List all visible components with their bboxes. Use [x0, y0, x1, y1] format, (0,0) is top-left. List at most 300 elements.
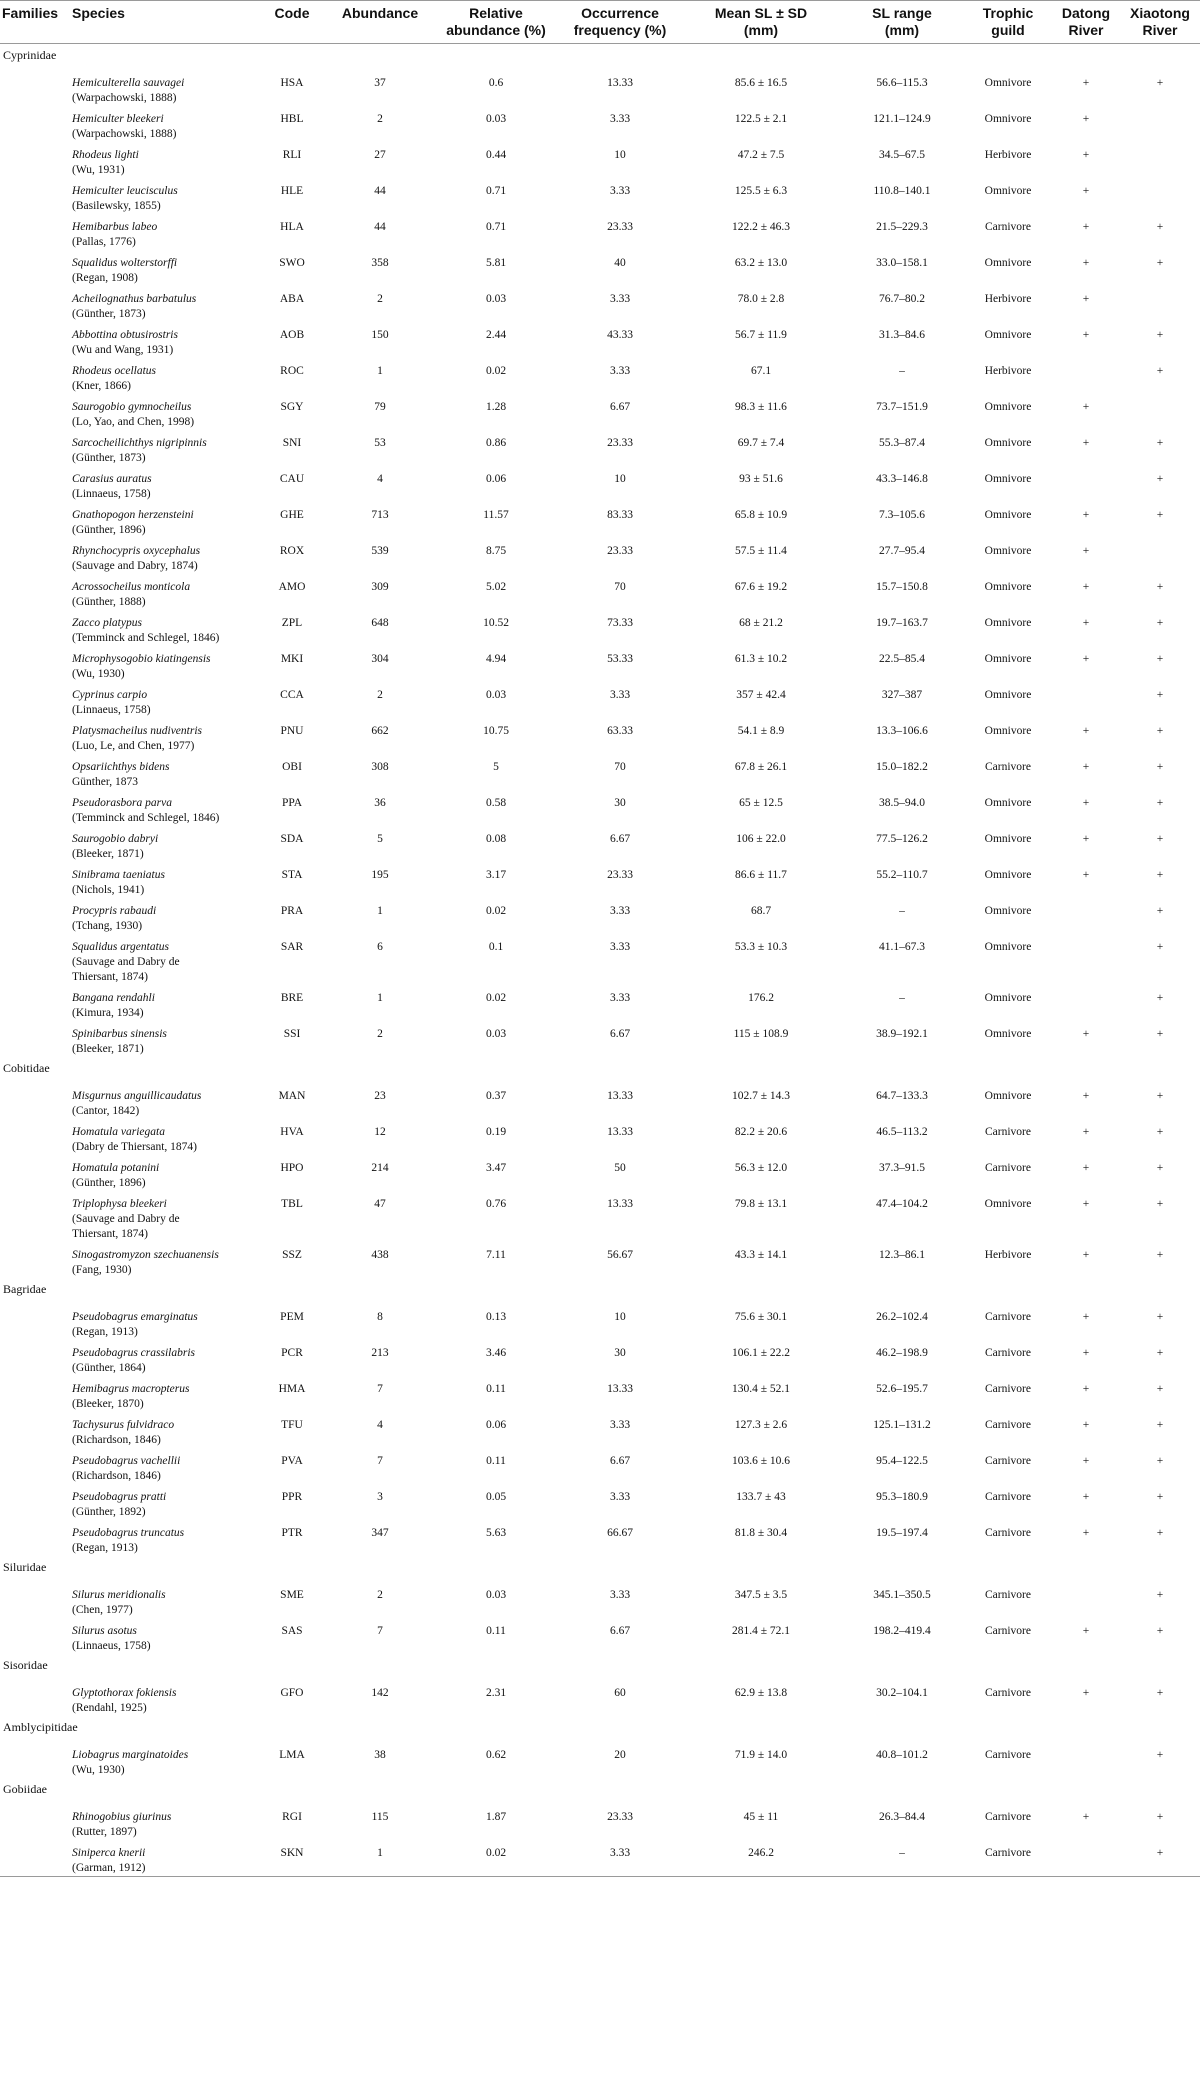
species-name: Gnathopogon herzensteini [72, 509, 194, 521]
relative-abundance-value: 0.03 [485, 293, 507, 305]
abundance-value: 438 [371, 1249, 389, 1261]
species-name: Hemiculter leucisculus [72, 185, 178, 197]
species-code: ABA [279, 293, 305, 305]
header-sl-range: SL range (mm) [872, 5, 932, 38]
abundance-value: 79 [374, 401, 386, 413]
mean-sl-value: 103.6 ± 10.6 [731, 1455, 791, 1467]
relative-abundance-value: 0.02 [485, 992, 507, 1004]
relative-abundance-value: 0.05 [485, 1491, 507, 1503]
species-code: HSA [280, 77, 304, 89]
mean-sl-value: 67.1 [750, 365, 772, 377]
empty-cell [0, 286, 70, 322]
species-authority: (Rutter, 1897) [72, 1826, 137, 1838]
table-row [0, 1582, 1200, 1618]
mean-sl-value: 85.6 ± 16.5 [734, 77, 788, 89]
abundance-value: 309 [371, 581, 389, 593]
species-code: SNI [282, 437, 302, 449]
species-cell [70, 1680, 258, 1716]
family-name: Gobiidae [3, 1782, 47, 1796]
species-authority: (Sauvage and Dabry, 1874) [72, 560, 198, 572]
mean-sl-value: 106 ± 22.0 [736, 833, 786, 845]
abundance-value: 4 [377, 473, 383, 485]
occurrence-frequency-value: 50 [614, 1162, 626, 1174]
species-code: SSZ [282, 1249, 302, 1261]
trophic-guild-value: Omnivore [984, 617, 1032, 629]
species-cell [70, 898, 258, 934]
empty-cell [0, 1680, 70, 1716]
sl-range-value: 121.1–124.9 [873, 113, 931, 125]
occurrence-frequency-value: 6.67 [609, 1625, 631, 1637]
species-code: SGY [280, 401, 304, 413]
empty-cell [70, 1716, 258, 1742]
empty-cell [1052, 1057, 1120, 1083]
trophic-guild-value: Omnivore [984, 509, 1032, 521]
sl-range-value: 95.4–122.5 [876, 1455, 928, 1467]
empty-cell [0, 214, 70, 250]
empty-cell [0, 322, 70, 358]
empty-cell [326, 1556, 434, 1582]
species-name: Silurus asotus [72, 1625, 137, 1637]
abundance-value: 1 [377, 905, 383, 917]
species-code: AOB [279, 329, 305, 341]
occurrence-frequency-value: 3.33 [609, 1589, 631, 1601]
empty-cell [0, 142, 70, 178]
header-abundance: Abundance [341, 5, 419, 21]
occurrence-frequency-value: 6.67 [609, 833, 631, 845]
empty-cell [258, 1556, 326, 1582]
species-code: SDA [280, 833, 304, 845]
occurrence-frequency-value: 23.33 [607, 437, 633, 449]
species-authority: (Bleeker, 1870) [72, 1398, 144, 1410]
species-cell [70, 250, 258, 286]
occurrence-frequency-value: 3.33 [609, 185, 631, 197]
mean-sl-value: 43.3 ± 14.1 [734, 1249, 788, 1261]
sl-range-value: 76.7–80.2 [879, 293, 925, 305]
datong-presence: + [1082, 1455, 1090, 1467]
xiaotong-presence: + [1156, 581, 1164, 593]
empty-cell [0, 682, 70, 718]
relative-abundance-value: 0.86 [485, 437, 507, 449]
trophic-guild-value: Carnivore [985, 761, 1031, 773]
table-row [0, 862, 1200, 898]
occurrence-frequency-value: 10 [614, 1311, 626, 1323]
table-header [0, 1, 1200, 44]
empty-cell [70, 1278, 258, 1304]
empty-cell [840, 1716, 964, 1742]
species-code: OBI [282, 761, 302, 773]
relative-abundance-value: 10.52 [483, 617, 509, 629]
relative-abundance-value: 0.06 [485, 473, 507, 485]
sl-range-value: 19.7–163.7 [876, 617, 928, 629]
relative-abundance-value: 1.28 [485, 401, 507, 413]
sl-range-value: 33.0–158.1 [876, 257, 928, 269]
empty-cell [964, 44, 1052, 71]
trophic-guild-value: Omnivore [984, 992, 1032, 1004]
trophic-guild-value: Carnivore [985, 1347, 1031, 1359]
occurrence-frequency-value: 10 [614, 149, 626, 161]
empty-cell [0, 1376, 70, 1412]
mean-sl-value: 78.0 ± 2.8 [737, 293, 785, 305]
species-cell [70, 862, 258, 898]
sl-range-value: 43.3–146.8 [876, 473, 928, 485]
trophic-guild-value: Herbivore [984, 293, 1032, 305]
relative-abundance-value: 5.81 [485, 257, 507, 269]
occurrence-frequency-value: 70 [614, 581, 626, 593]
relative-abundance-value: 5 [493, 761, 499, 773]
table-row [0, 754, 1200, 790]
empty-cell [558, 1654, 682, 1680]
datong-presence: + [1082, 77, 1090, 89]
occurrence-frequency-value: 53.33 [607, 653, 633, 665]
relative-abundance-value: 0.19 [485, 1126, 507, 1138]
header-families: Families [2, 5, 59, 21]
abundance-value: 2 [377, 689, 383, 701]
occurrence-frequency-value: 30 [614, 797, 626, 809]
empty-cell [0, 466, 70, 502]
empty-cell [70, 1556, 258, 1582]
empty-cell [0, 646, 70, 682]
mean-sl-value: 246.2 [682, 1840, 840, 1877]
abundance-value: 27 [374, 149, 386, 161]
empty-cell [840, 44, 964, 71]
trophic-guild-value: Omnivore [984, 653, 1032, 665]
mean-sl-value: 62.9 ± 13.8 [734, 1687, 788, 1699]
occurrence-frequency-value: 3.33 [609, 689, 631, 701]
xiaotong-presence: + [1156, 257, 1164, 269]
relative-abundance-value: 1.87 [485, 1811, 507, 1823]
occurrence-frequency-value: 13.33 [607, 77, 633, 89]
datong-presence: + [1082, 1198, 1090, 1210]
trophic-guild-value: Carnivore [985, 1527, 1031, 1539]
species-code: PPA [281, 797, 303, 809]
empty-cell [840, 1556, 964, 1582]
species-authority: (Tchang, 1930) [72, 920, 143, 932]
species-name: Zacco platypus [72, 617, 142, 629]
species-name: Carasius auratus [72, 473, 152, 485]
species-authority: (Basilewsky, 1855) [72, 200, 161, 212]
species-cell [70, 466, 258, 502]
species-code: RLI [282, 149, 302, 161]
abundance-value: 2 [377, 113, 383, 125]
datong-presence: + [1082, 149, 1090, 161]
xiaotong-presence [1120, 394, 1200, 430]
mean-sl-value: 130.4 ± 52.1 [731, 1383, 791, 1395]
species-name: Hemiculterella sauvagei [72, 77, 185, 89]
xiaotong-presence: + [1156, 869, 1164, 881]
empty-cell [0, 394, 70, 430]
sl-range-value: 21.5–229.3 [876, 221, 928, 233]
relative-abundance-value: 0.02 [434, 1840, 558, 1877]
xiaotong-presence: + [1156, 1249, 1164, 1261]
datong-presence: + [1082, 437, 1090, 449]
species-code: CAU [279, 473, 305, 485]
table-row [0, 1618, 1200, 1654]
species-code: PVA [281, 1455, 303, 1467]
species-code: PRA [280, 905, 304, 917]
empty-cell [0, 934, 70, 985]
species-cell [70, 1242, 258, 1278]
species-authority: (Linnaeus, 1758) [72, 704, 151, 716]
xiaotong-presence [1120, 106, 1200, 142]
trophic-guild-value: Omnivore [984, 905, 1032, 917]
table-row [0, 1520, 1200, 1556]
trophic-guild-value: Omnivore [984, 869, 1032, 881]
species-code: SWO [279, 257, 305, 269]
species-authority: (Warpachowski, 1888) [72, 128, 177, 140]
empty-cell [682, 1278, 840, 1304]
xiaotong-presence: + [1156, 1347, 1164, 1359]
occurrence-frequency-value: 20 [614, 1749, 626, 1761]
xiaotong-presence: + [1156, 221, 1164, 233]
species-cell [70, 610, 258, 646]
empty-cell [70, 1778, 258, 1804]
species-code: MKI [280, 653, 304, 665]
relative-abundance-value: 7.11 [486, 1249, 506, 1261]
family-row [0, 1778, 1200, 1804]
datong-presence: + [1082, 617, 1090, 629]
empty-cell [558, 1778, 682, 1804]
species-code: PEM [280, 1311, 304, 1323]
sl-range-value: 77.5–126.2 [876, 833, 928, 845]
species-authority: (Kimura, 1934) [72, 1007, 144, 1019]
sl-range-value: 38.5–94.0 [879, 797, 925, 809]
xiaotong-presence: + [1156, 1491, 1164, 1503]
empty-cell [682, 1778, 840, 1804]
relative-abundance-value: 5.02 [485, 581, 507, 593]
species-name: Platysmacheilus nudiventris [72, 725, 202, 737]
species-authority: (Chen, 1977) [72, 1604, 133, 1616]
species-authority: (Garman, 1912) [72, 1862, 146, 1874]
empty-cell [682, 1716, 840, 1742]
abundance-value: 44 [374, 185, 386, 197]
datong-presence: + [1082, 1162, 1090, 1174]
empty-cell [0, 1412, 70, 1448]
mean-sl-value: 93 ± 51.6 [739, 473, 783, 485]
mean-sl-value: 47.2 ± 7.5 [737, 149, 785, 161]
abundance-value: 2 [377, 1028, 383, 1040]
relative-abundance-value: 0.11 [486, 1455, 506, 1467]
empty-cell [840, 1778, 964, 1804]
sl-range-value: 30.2–104.1 [876, 1687, 928, 1699]
relative-abundance-value: 3.47 [485, 1162, 507, 1174]
species-cell [70, 985, 258, 1021]
species-cell [70, 1742, 258, 1778]
trophic-guild-value: Carnivore [985, 1749, 1031, 1761]
occurrence-frequency-value: 3.33 [609, 293, 631, 305]
mean-sl-value: 54.1 ± 8.9 [737, 725, 785, 737]
abundance-value: 53 [374, 437, 386, 449]
occurrence-frequency-value: 23.33 [607, 221, 633, 233]
species-authority: (Günther, 1873) [72, 452, 146, 464]
mean-sl-value: 106.1 ± 22.2 [731, 1347, 791, 1359]
empty-cell [1052, 44, 1120, 71]
mean-sl-value: 127.3 ± 2.6 [734, 1419, 788, 1431]
empty-cell [682, 1556, 840, 1582]
trophic-guild-value: Herbivore [984, 149, 1032, 161]
species-name: Pseudobagrus emarginatus [72, 1311, 198, 1323]
family-name: Amblycipitidae [3, 1720, 78, 1734]
species-cell [70, 1484, 258, 1520]
species-name: Acrossocheilus monticola [72, 581, 191, 593]
mean-sl-value: 75.6 ± 30.1 [734, 1311, 788, 1323]
table-row [0, 1484, 1200, 1520]
sl-range-value: 52.6–195.7 [876, 1383, 928, 1395]
sl-range-value: 41.1–67.3 [879, 941, 925, 953]
sl-range-value: 27.7–95.4 [879, 545, 925, 557]
xiaotong-presence: + [1156, 1090, 1164, 1102]
species-code: ROX [279, 545, 305, 557]
abundance-value: 37 [374, 77, 386, 89]
species-authority: (Temminck and Schlegel, 1846) [72, 812, 220, 824]
empty-cell [0, 985, 70, 1021]
relative-abundance-value: 0.44 [485, 149, 507, 161]
xiaotong-presence: + [1156, 833, 1164, 845]
empty-cell [1052, 1556, 1120, 1582]
table-row [0, 898, 1200, 934]
species-cell [70, 1412, 258, 1448]
datong-presence: + [1082, 1126, 1090, 1138]
sl-range-value: 37.3–91.5 [879, 1162, 925, 1174]
empty-cell [0, 718, 70, 754]
empty-cell [326, 1278, 434, 1304]
empty-cell [1120, 1778, 1200, 1804]
empty-cell [558, 1057, 682, 1083]
empty-cell [0, 538, 70, 574]
datong-presence: + [1082, 1527, 1090, 1539]
species-authority: (Temminck and Schlegel, 1846) [72, 632, 220, 644]
species-name: Opsariichthys bidens [72, 761, 170, 773]
relative-abundance-value: 0.08 [485, 833, 507, 845]
empty-cell [1120, 44, 1200, 71]
empty-cell [682, 1654, 840, 1680]
table-row [0, 502, 1200, 538]
abundance-value: 214 [371, 1162, 389, 1174]
empty-cell [0, 430, 70, 466]
datong-presence: + [1082, 545, 1090, 557]
empty-cell [0, 1155, 70, 1191]
mean-sl-value: 98.3 ± 11.6 [735, 401, 787, 413]
relative-abundance-value: 4.94 [485, 653, 507, 665]
xiaotong-presence: + [1156, 761, 1164, 773]
abundance-value: 115 [371, 1811, 389, 1823]
xiaotong-presence: + [1156, 1455, 1164, 1467]
occurrence-frequency-value: 6.67 [609, 1455, 631, 1467]
table-row [0, 718, 1200, 754]
species-authority: (Bleeker, 1871) [72, 848, 144, 860]
table-row [0, 1840, 1200, 1877]
sl-range-value: – [899, 992, 905, 1004]
datong-presence: + [1082, 401, 1090, 413]
mean-sl-value: 56.7 ± 11.9 [735, 329, 787, 341]
species-name: Sinogastromyzon szechuanensis [72, 1249, 219, 1261]
species-code: TBL [281, 1198, 303, 1210]
empty-cell [964, 1556, 1052, 1582]
species-name: Rhynchocypris oxycephalus [72, 545, 201, 557]
occurrence-frequency-value: 13.33 [607, 1090, 633, 1102]
trophic-guild-value: Carnivore [985, 1311, 1031, 1323]
species-authority: (Warpachowski, 1888) [72, 92, 177, 104]
mean-sl-value: 71.9 ± 14.0 [734, 1749, 788, 1761]
header-species: Species [72, 5, 125, 21]
species-cell [70, 1155, 258, 1191]
species-code: PPR [281, 1491, 303, 1503]
table-body [0, 44, 1200, 1877]
datong-presence [1052, 682, 1120, 718]
sl-range-value: 55.2–110.7 [876, 869, 928, 881]
abundance-value: 38 [374, 1749, 386, 1761]
datong-presence: + [1082, 1491, 1090, 1503]
datong-presence: + [1082, 329, 1090, 341]
empty-cell [258, 1278, 326, 1304]
table-row [0, 322, 1200, 358]
empty-cell [434, 1778, 558, 1804]
trophic-guild-value: Omnivore [984, 941, 1032, 953]
species-name: Silurus meridionalis [72, 1589, 166, 1601]
table-row [0, 394, 1200, 430]
species-authority: (Günther, 1864) [72, 1362, 146, 1374]
trophic-guild-value: Carnivore [985, 1162, 1031, 1174]
species-authority: (Lo, Yao, and Chen, 1998) [72, 416, 195, 428]
sl-range-value: 38.9–192.1 [876, 1028, 928, 1040]
occurrence-frequency-value: 23.33 [607, 1811, 633, 1823]
species-cell [70, 1448, 258, 1484]
datong-presence: + [1082, 725, 1090, 737]
empty-cell [0, 1340, 70, 1376]
empty-cell [0, 178, 70, 214]
species-name: Siniperca knerii [72, 1847, 146, 1859]
xiaotong-presence: + [1156, 689, 1164, 701]
datong-presence: + [1082, 581, 1090, 593]
sl-range-value: 327–387 [881, 689, 923, 701]
mean-sl-value: 61.3 ± 10.2 [734, 653, 788, 665]
species-cell [70, 574, 258, 610]
empty-cell [1120, 1278, 1200, 1304]
species-code: SAS [281, 1625, 303, 1637]
species-authority: (Fang, 1930) [72, 1264, 132, 1276]
sl-range-value: – [899, 365, 905, 377]
mean-sl-value: 122.5 ± 2.1 [734, 113, 788, 125]
datong-presence: + [1082, 869, 1090, 881]
mean-sl-value: 69.7 ± 7.4 [737, 437, 785, 449]
xiaotong-presence: + [1156, 1311, 1164, 1323]
xiaotong-presence: + [1156, 797, 1164, 809]
empty-cell [70, 1654, 258, 1680]
relative-abundance-value: 0.6 [488, 77, 504, 89]
species-code: BRE [280, 992, 304, 1004]
table-row [0, 790, 1200, 826]
table-row [0, 1742, 1200, 1778]
empty-cell [0, 1448, 70, 1484]
occurrence-frequency-value: 63.33 [607, 725, 633, 737]
abundance-value: 4 [377, 1419, 383, 1431]
species-authority: Thiersant, 1874) [72, 971, 149, 983]
mean-sl-value: 176.2 [748, 992, 774, 1004]
species-name: Pseudobagrus crassilabris [72, 1347, 195, 1359]
species-code: GHE [280, 509, 304, 521]
species-cell [70, 322, 258, 358]
species-cell [70, 1119, 258, 1155]
species-authority: (Regan, 1913) [72, 1542, 138, 1554]
empty-cell [326, 1716, 434, 1742]
header-mean-sl: Mean SL ± SD (mm) [714, 5, 808, 38]
abundance-value: 47 [374, 1198, 386, 1210]
species-code: HLE [280, 185, 304, 197]
datong-presence: + [1082, 1625, 1090, 1637]
empty-cell [0, 250, 70, 286]
datong-presence: + [1082, 509, 1090, 521]
mean-sl-value: 133.7 ± 43 [736, 1491, 786, 1503]
table-row [0, 1242, 1200, 1278]
